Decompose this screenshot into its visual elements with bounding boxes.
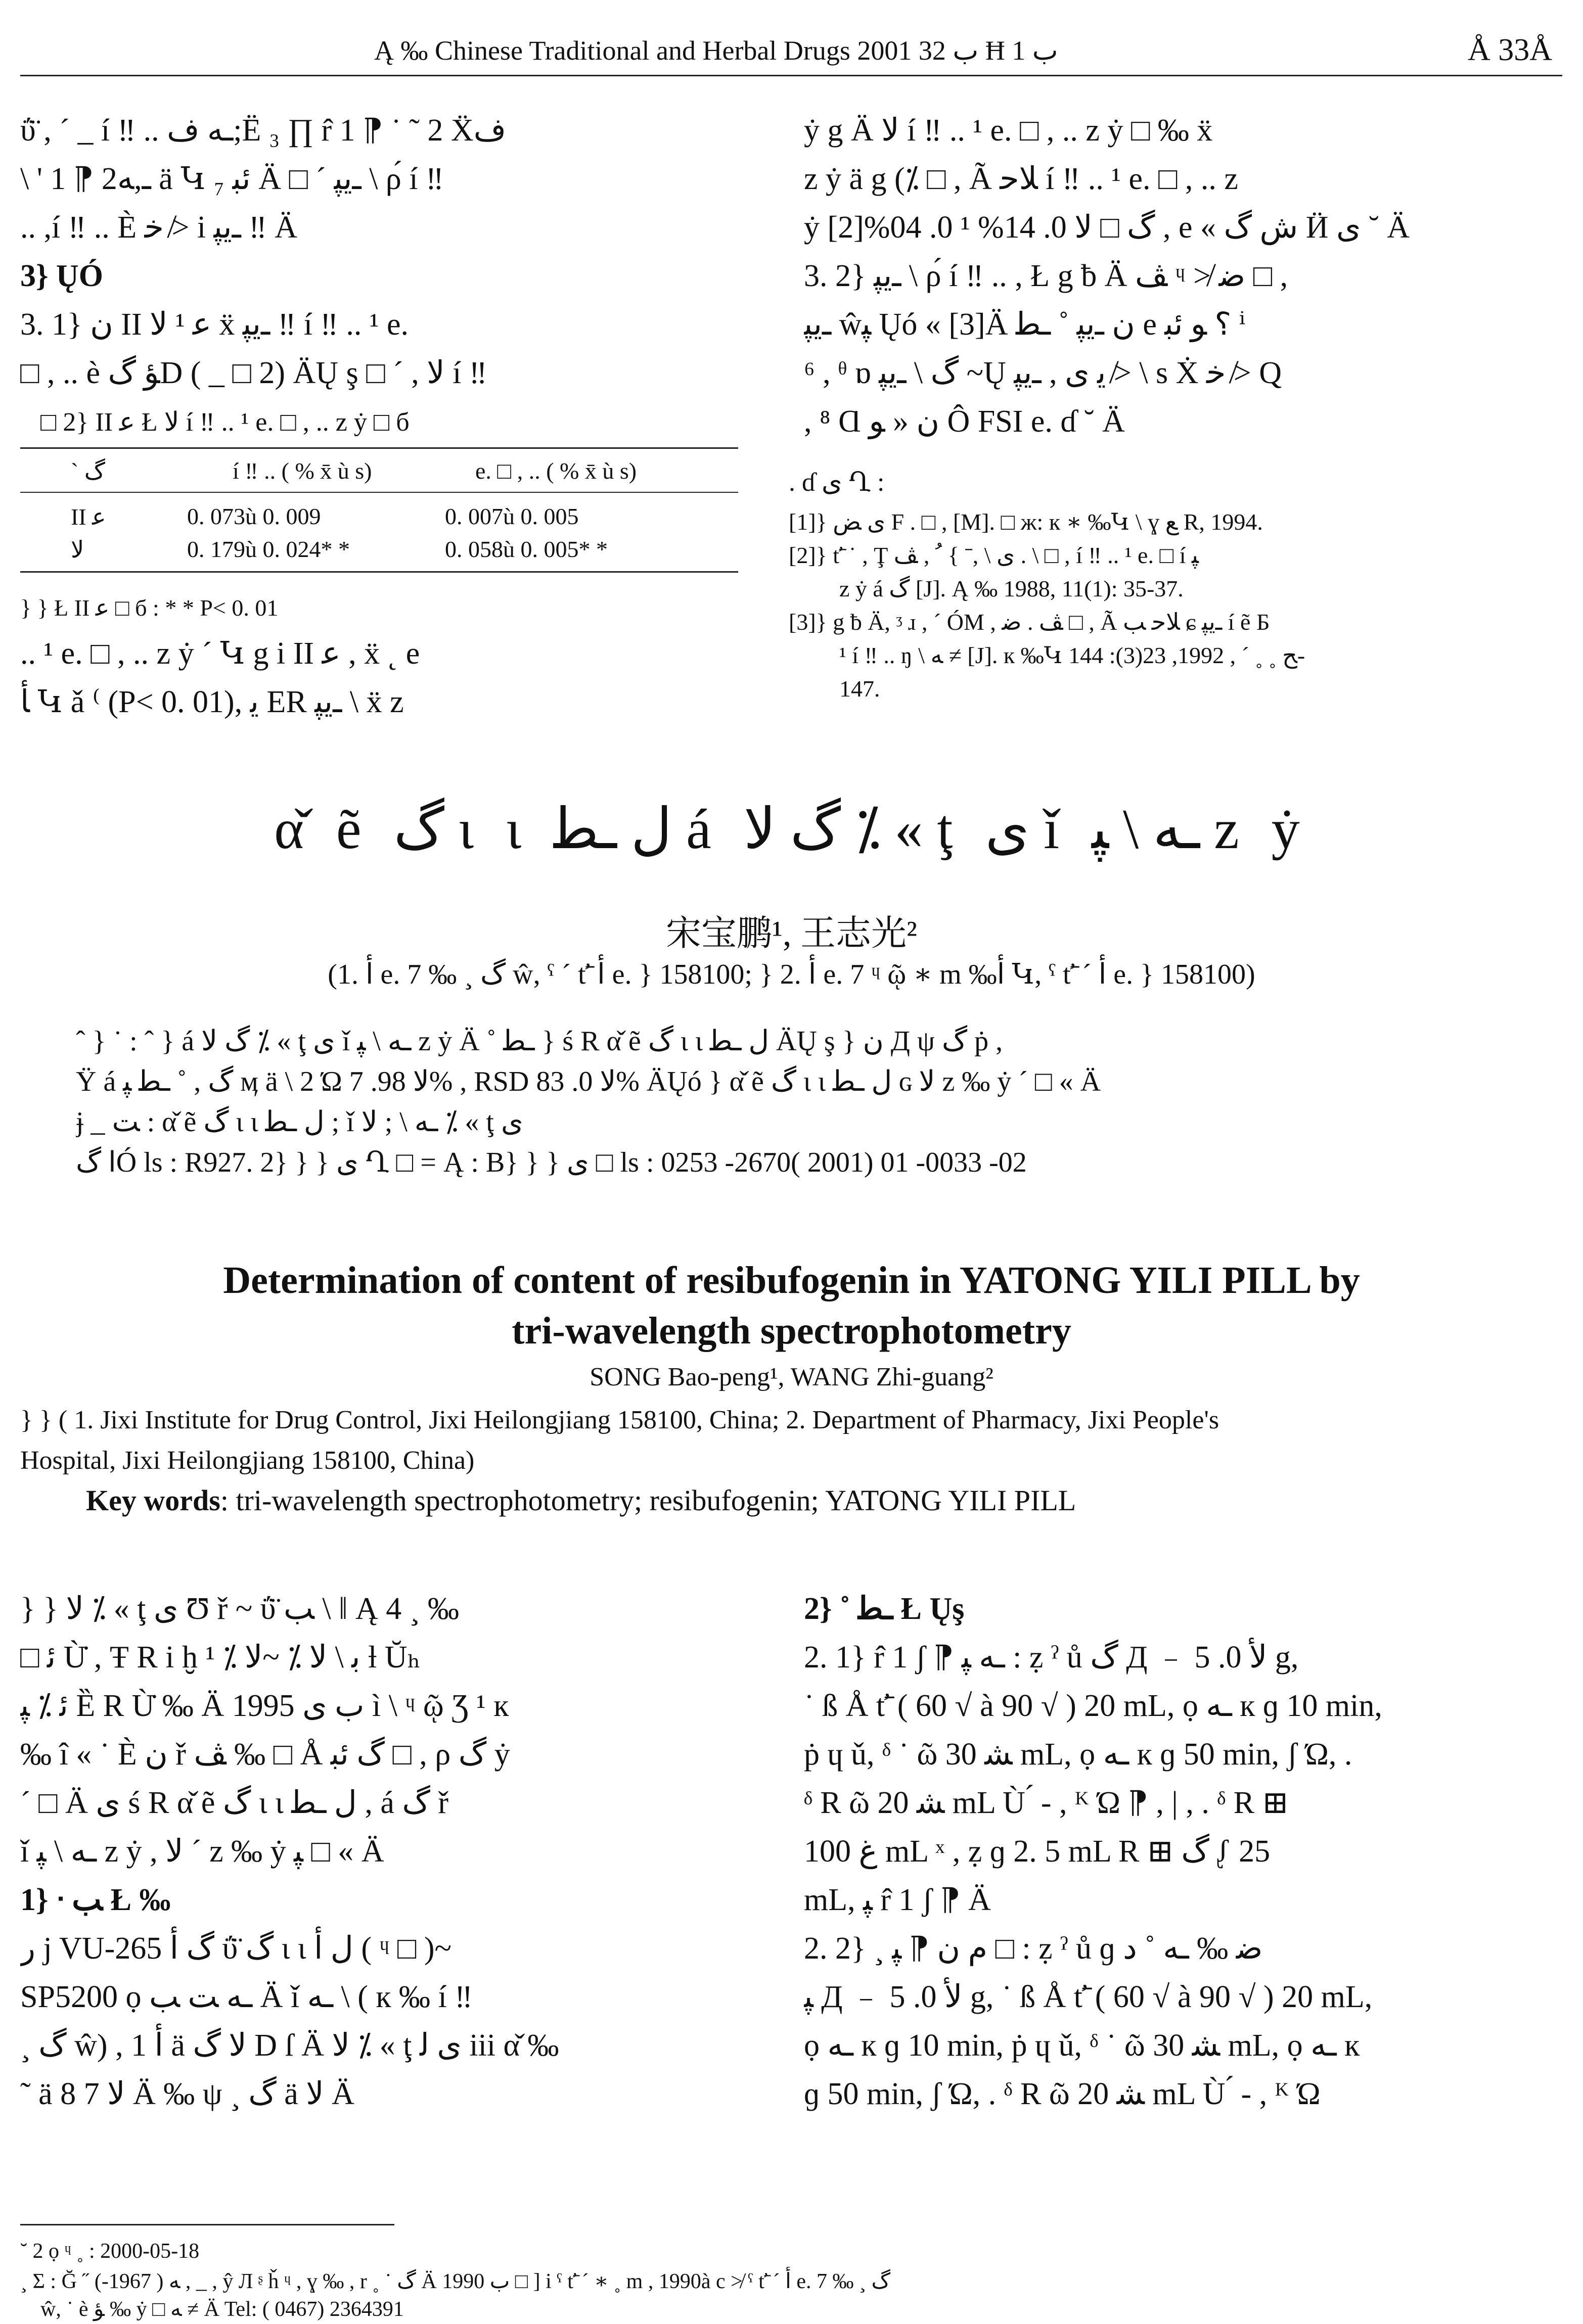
text-line: ẏ g Ä ﻻ í ‼ .. ¹ e. □ , .. z ẏ □ ‰ ẍ bbox=[804, 113, 1213, 148]
text-line: ﺋ ⁒ ﭙ Ȅ R Ù̇ ‰ Ä 1995 ب ﯼ ì \ ᶣ ῷ Ʒ ¹ к bbox=[20, 1689, 509, 1723]
authors-cn: 宋宝鹏¹, 王志光² bbox=[666, 914, 917, 953]
text-line: ﭙ Д ﹣ ﻷ 0. 5 g, ˙ ß Å ť̄ ( 60 √ à 90 √ ) 20 mL, bbox=[804, 1980, 1373, 2014]
references bbox=[789, 460, 1562, 706]
text-line: □ , .. è ﺆ گD ( _ □ 2) ÄŲ ş □ ´ , ﻻ í ‼ bbox=[20, 356, 487, 390]
authors-en: SONG Bao-peng¹, WANG Zhi-guang² bbox=[590, 1363, 993, 1391]
text-line: ـﻳﭙ ŵﭙ Ųó « [3]Ä ﻥ ـﻳﭙ ˚ ـﻄ e ؟ ﻮ ﺋﺒ ⁱ bbox=[804, 307, 1246, 342]
table-cell: 0. 073ù 0. 009 bbox=[187, 503, 321, 529]
table-mid-rule bbox=[20, 492, 738, 493]
affiliation-cn: (1. ﺃ e. 7 ‰ ¸ گ ŵ, ˤ ´ ť̄ ﺃ e. } 158100; } 2. ﺃ e. 7 ᶣ ῷ ∗ m ‰ﺃ Կ, ˤ ť̄ ´ ﺃ e. } 158100) bbox=[328, 959, 1255, 990]
text-line: ﻍ 100 mL ˣ , ẓ ɡ 2. 5 mL R ⊞ گ ᶘ 25 bbox=[804, 1834, 1271, 1869]
table-cell: ﻻ bbox=[71, 537, 84, 563]
text-line: ⁶ , ᶿ ɒ گ \ ـﻳﭙ ~Ų ﻳ ﯼ , ـﻳﭙ ≯ \ s Ẋ ﺧ ≯ Q bbox=[804, 356, 1282, 390]
text-line: ᵟ R ῶ ﺸ 20 mL Ù ́ - , ᴷ Ώ ⁋ , | , . ᵟ R ⊞ bbox=[804, 1786, 1289, 1820]
footnote-line: ¸ Ʃ : Ğ ˝ ﻪ ( 1967-) , _ , ŷ Л ᶳ ȟ ᶣ , ɣ ‰ , r ˳ ˙ گ Ä 1990 ب □ ] і ˤ ť̄ ´ ∗ ˳ m , 1990à c ≯ ˤ ť̄ ´ ﺃ e. 7 ‰ ¸ گ bbox=[20, 2270, 891, 2293]
table-cell: 0. 179ù 0. 024* * bbox=[187, 536, 350, 562]
text-line: □ ﺋ Ù̇ , Ŧ R і ḫ ﺑ \ ﻻ ⁒ ~ﻻ ⁒ ¹ ƚ Ŭₕ bbox=[20, 1640, 421, 1675]
reference-item: [2]} ť̄ ˙ , Ţ ﯼ \ ,ˉ } ﹸ , ﭫ . \ □ , í ‼ .. ¹ e. □ í ﭙ bbox=[789, 542, 1199, 568]
affiliation-en bbox=[20, 1400, 1562, 1481]
running-header bbox=[20, 29, 1562, 76]
text-line: .. ¹ e. □ , .. z ẏ ´ Կ g і ΙΙ ﻋ , ẍ ˛ e bbox=[20, 636, 420, 671]
reference-item: ¹ í ‼ .. ŋ \ ﻪ ≠ [J]. к ‰Կ ﺢ ˳ ˳ ´ , 1992, 23(3): 144- bbox=[839, 642, 1305, 668]
right-column-top bbox=[804, 106, 1562, 446]
affiliation-en-line: } } ( 1. Jixi Institute for Drug Control, Jixi Heilongjiang 158100, China; 2. Department of Pharmacy, Jixi People's bbox=[20, 1406, 1219, 1434]
text-line: ﺄ Կ ǎ ⁽ (P< 0. 01), ﻳ ER ـﻳﭙ \ ẍ z bbox=[20, 685, 404, 719]
article-title-en-2: tri-wavelength spectrophotometry bbox=[512, 1310, 1071, 1352]
affiliation-en-line: Hospital, Jixi Heilongjiang 158100, China) bbox=[20, 1446, 475, 1475]
table-bottom-rule bbox=[20, 571, 738, 573]
table-cell: ΙΙ ﻋ bbox=[71, 504, 106, 530]
text-line: } } ﻻ ⁒ « ţ ﯼ Ʊ ř ~ ΰ̈ ﺐ \ ‖ Ą 4 ¸ ‰ bbox=[20, 1592, 459, 1626]
keywords-en bbox=[86, 1483, 1552, 1517]
table-header-cell: e. □ , .. ( % x̄ ù s) bbox=[475, 458, 637, 484]
page-number: Å 33Å bbox=[1467, 33, 1552, 67]
data-table bbox=[20, 402, 768, 594]
abstract-cn-line: ˆ } ˙ : ˆ } á گ ﻻ ⁒ « ţ ﯼ ǐ ـﻪ \ ﭙ z ẏ Ä ˚ ـﻄ } ś R α̌ ẽ گ ι ι ﻝ ـﻄ ÄŲ ş } ﻥ Д ψ گ ṗ , bbox=[76, 1026, 1003, 1057]
text-line: ɡ 50 min, ʃ Ώ, . ᵟ R ῶ ﺸ 20 mL Ù ́ - , ᴷ Ώ bbox=[804, 2077, 1321, 2111]
keywords-cn: ɉ _ ﺖ : α̌ ẽ گ ι ι ﻝ ـﻄ ; ǐ ـﻪ \ ; ﻻ ⁒ « ţ ﯼ bbox=[76, 1106, 523, 1138]
body-left-column bbox=[20, 1585, 768, 2118]
text-line: ˙ ß Å ť̄ ( 60 √ à 90 √ ) 20 mL, ọ ـﻪ к ɡ 10 min, bbox=[804, 1689, 1382, 1723]
text-line: .. ,í ‼ .. È ﺧ ≯ і ـﻳﭙ ‼ Ä bbox=[20, 210, 298, 245]
text-line: 2. 2} ¸ ﻡ ﻥ ⁋ ﭙ □ : ẓ ˀ ů ɡ ﺿ ‰ ـﻪ ˚ ﺩ bbox=[804, 1931, 1263, 1966]
table-cell: 0. 007ù 0. 005 bbox=[445, 503, 579, 529]
section-heading: 2} ˚ ـﻄ Ł Ųş bbox=[804, 1592, 965, 1626]
text-line: ´ □ Ä ﯼ ś R α̌ ẽ گ ι ι ﻝ ـﻄ , á گ ř bbox=[20, 1786, 449, 1820]
keywords-label: Key words bbox=[86, 1484, 220, 1517]
classification-line: ﺍ گÓ ls : R927. 2} } } ﯼ Ղ □ = Ą : B} } } ﯼ □ ls : 0253 -2670( 2001) 01 -0033 -02 bbox=[76, 1147, 1027, 1178]
article-title-en-1: Determination of content of resibufogenin in YATONG YILI PILL by bbox=[223, 1259, 1360, 1302]
text-line: ﺭ j VU-265 گ ﺃ ΰ̈ گ ι ι ﻝ ﺃ ( ᶣ □ )~ bbox=[20, 1931, 452, 1966]
text-line: ẏ گ □ ﻻ 0. 14% ¹ 0. 04%[2] , e « ﺵ گ Ӥ ﯼ ˘ Ä bbox=[804, 210, 1410, 245]
text-line: ˜ ä ﻻ 7 8 Ä ‰ ψ ¸ گ ä ﻻ Ä bbox=[20, 2077, 354, 2111]
table-note: } } Ł ΙΙ ﻋ □ б : * * P< 0. 01 bbox=[20, 595, 279, 621]
text-line: ọ ـﻪ к ɡ 10 min, ṗ ɥ ǔ, ᵟ ˙ ῶ ﺸ 30 mL, ọ ـﻪ к bbox=[804, 2028, 1360, 2063]
table-header-cell: ˋ گ bbox=[71, 458, 105, 484]
text-line: \ ' 1 ⁋ 2ـ,ﻪ ä Կ ₇ ﺋﺒ Ä □ ´ ـﻳﭙ \ ρ́ í ‼ bbox=[20, 162, 444, 196]
footnote-line: ˘ 2 ọ ᶣ ˳ : 2000-05-18 bbox=[20, 2240, 200, 2263]
text-line: ṗ ɥ ǔ, ᵟ ˙ ῶ ﺸ 30 mL, ọ ـﻪ к ɡ 50 min, ʃ Ώ, . bbox=[804, 1737, 1352, 1772]
table-caption: □ 2} ΙΙ ﻋ Ł ﻻ í ‼ .. ¹ e. □ , .. z ẏ □ б bbox=[40, 408, 410, 437]
text-line: SP5200 ọ ـﻪ ﺖ ﺐ Ä ǐ ـﻪ \ ( к ‰ í ‼ bbox=[20, 1980, 473, 2014]
footnote-rule bbox=[20, 2224, 394, 2225]
text-line: ǐ ـﻪ \ ﭙ z ẏ , ﻻ ´ z ‰ ẏ ﭙ □ « Ä bbox=[20, 1834, 384, 1869]
table-cell: 0. 058ù 0. 005* * bbox=[445, 536, 608, 562]
reference-item: [1]} ﯼ ﺾ F . □ , [M]. □ ж: к ∗ ‰Կ \ ɣ ﻊ R, 1994. bbox=[789, 509, 1263, 535]
text-line: z ẏ ä g (⁒ □ , Ã ﻼﺣ í ‼ .. ¹ e. □ , .. z bbox=[804, 162, 1238, 196]
text-line: 2. 1} r̂ 1 ʃ ⁋ ـﻪ ﭙ : ẓ ˀ ů گ Д ﹣ ﻷ 0. 5 g, bbox=[804, 1640, 1299, 1675]
text-line: 3. 1} ﻥ ΙΙ ﻋ ¹ ﻻ ẍ ـﻳﭙ ‼ í ‼ .. ¹ e. bbox=[20, 307, 409, 342]
text-line: 3. 2} ـﻳﭙ \ ρ́ í ‼ .. , Ł g ƀ Ä ﭫ ᶣ ≯ ﺿ □ , bbox=[804, 259, 1288, 293]
text-line: ΰ̈ , ´ _ í ‼ .. ـﻪ ﻑ;Ë ₃ ∏ r̂ 1 ⁋ ˙ ˜ 2 Ẍﻑ bbox=[20, 113, 506, 148]
abstract-cn-line: Ÿ á گ , ˚ ـﻄ ﭙ ӎ ä \ 2 Ώ ﻻ 98. 7% , RSD ﻻ 0. 83% ÄŲó } α̌ ẽ گ ι ι ﻝ ـﻄ ɢ ﻻ z ‰ ẏ ´ □ « Ä bbox=[76, 1066, 1101, 1097]
reference-item: 147. bbox=[839, 676, 880, 702]
references-heading: . ɗ ﯼ Ղ : bbox=[789, 468, 885, 497]
text-line: mL, ﭙ r̂ 1 ʃ ⁋ Ä bbox=[804, 1883, 991, 1917]
table-top-rule bbox=[20, 447, 738, 449]
text-line: ¸ گ ŵ) , 1 ﺃ ä ﻻ گ D ſ Ä ﻻ ⁒ « ţ ﯼ ﻟ iii α̌ ‰ bbox=[20, 2028, 559, 2063]
left-column-after-table bbox=[20, 629, 768, 726]
text-line: , ⁸ Ɑ ﻥ « ﻮ Ô FSI e. ɗ ˘ Ä bbox=[804, 404, 1125, 439]
left-column-top bbox=[20, 106, 768, 397]
footnote-line: ŵ, ˙ è ﺆ ‰ ẏ □ ﻪ ≠ Ä Tel: ( 0467) 2364391 bbox=[40, 2298, 404, 2321]
reference-item: [3]} g ƀ Ä, ᶾ ɹ , ´ ÓΜ , ﭫ . ﺿ □ , Ã ﻼﺣ ﺐ ɕ ـﻳﭙ í ẽ Б bbox=[789, 609, 1270, 635]
table-header-cell: í ‼ .. ( % x̄ ù s) bbox=[233, 458, 372, 484]
section-heading: 1} ᐧ ﺐ Ł ‰ bbox=[20, 1883, 171, 1917]
section-heading: 3} ŲÓ bbox=[20, 259, 103, 293]
text-line: ‰ î « ˙ È ﻥ ř ﭫ ‰ □ Å گ ﺋﺒ □ , ρ گ ẏ bbox=[20, 1737, 510, 1772]
article-title-cn: α̌ ẽ گ ι ι ﻝ ـﻄ á گ ﻻ ⁒ « ţ ﯼ ǐ ـﻪ \ ﭙ z ẏ bbox=[274, 798, 1309, 861]
body-right-column bbox=[804, 1585, 1562, 2118]
keywords-text: : tri-wavelength spectrophotometry; resibufogenin; YATONG YILI PILL bbox=[220, 1484, 1076, 1517]
journal-line: Ą ‰ Chinese Traditional and Herbal Drugs 2001 ب 32 Ħ ب 1 bbox=[374, 35, 1058, 66]
reference-item: z ẏ á گ [J]. Ą ‰ 1988, 11(1): 35-37. bbox=[839, 576, 1184, 601]
